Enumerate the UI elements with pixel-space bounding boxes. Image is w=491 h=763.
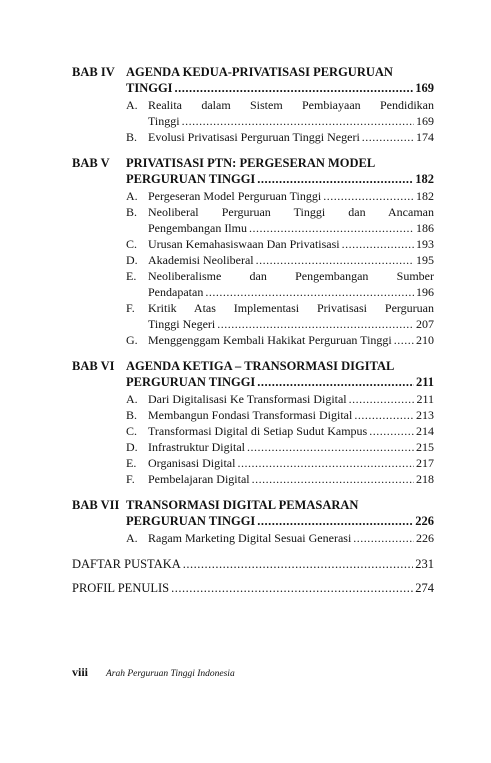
subsection-item xyxy=(126,129,434,145)
subsection-line-page: 213 xyxy=(416,408,434,422)
subsection-line-text: Pergeseran Model Perguruan Tinggi xyxy=(148,189,322,203)
dot-leader xyxy=(369,423,414,439)
chapter-number: BAB VII xyxy=(72,498,120,512)
subsection-item xyxy=(126,252,434,268)
subsection-body xyxy=(148,97,434,129)
subsection-line xyxy=(148,439,434,455)
subsection-line-text: Tinggi Negeri xyxy=(148,317,216,331)
subsection-line-page: 210 xyxy=(416,333,434,347)
subsection-body xyxy=(148,252,434,268)
subsection-line xyxy=(148,188,434,204)
subsection-body xyxy=(148,455,434,471)
subsection-letter: B. xyxy=(126,205,138,219)
dot-leader xyxy=(256,252,414,268)
subsection-line-text: Evolusi Privatisasi Perguruan Tinggi Negeri xyxy=(148,130,360,144)
chapter-title xyxy=(126,64,434,96)
subsection-line-page: 217 xyxy=(416,456,434,470)
dot-leader xyxy=(205,284,414,300)
subsection-line-text: Pendapatan xyxy=(148,285,204,299)
subsection-line-text: Ragam Marketing Digital Sesuai Generasi xyxy=(148,531,352,545)
subsection-line xyxy=(148,236,434,252)
dot-leader xyxy=(362,129,414,145)
subsection-line xyxy=(148,316,434,332)
chapter-title-line: AGENDA KETIGA – TRANSORMASI DIGITAL xyxy=(126,359,395,373)
dot-leader xyxy=(249,220,414,236)
chapter-heading xyxy=(72,358,434,390)
subsection-line-text: Infrastruktur Digital xyxy=(148,440,245,454)
subsection-line-page: 169 xyxy=(416,114,434,128)
dot-leader xyxy=(217,316,414,332)
subsection-line xyxy=(148,284,434,300)
subsection-first-line: Kritik Atas Implementasi Privatisasi Perguruan xyxy=(148,301,434,315)
subsection-item xyxy=(126,530,434,546)
dot-leader xyxy=(183,556,413,572)
subsection-line-page: 226 xyxy=(416,531,434,545)
subsection-letter: A. xyxy=(126,98,138,112)
subsection-line-page: 218 xyxy=(416,472,434,486)
subsection-item xyxy=(126,300,434,332)
chapter-title-line: TRANSORMASI DIGITAL PEMASARAN xyxy=(126,498,359,512)
footer-page-number: viii xyxy=(72,665,89,679)
subsection-list xyxy=(126,188,434,348)
chapter-title xyxy=(126,358,434,390)
toc-extra-text: PROFIL PENULIS xyxy=(72,581,170,595)
subsection-line-page: 196 xyxy=(416,285,434,299)
subsection-body xyxy=(148,530,434,546)
subsection-item xyxy=(126,439,434,455)
subsection-item xyxy=(126,236,434,252)
dot-leader xyxy=(247,439,414,455)
dot-leader xyxy=(349,391,415,407)
chapter-title-line: AGENDA KEDUA-PRIVATISASI PERGURUAN xyxy=(126,65,393,79)
subsection-letter: E. xyxy=(126,269,137,283)
toc-extra-page: 231 xyxy=(415,557,434,571)
subsection-line-text: Menggenggam Kembali Hakikat Perguruan Tinggi xyxy=(148,333,392,347)
subsection-line xyxy=(148,407,434,423)
subsection-item xyxy=(126,423,434,439)
subsection-item xyxy=(126,407,434,423)
subsection-first-line: Neoliberalisme dan Pengembangan Sumber xyxy=(148,269,434,283)
subsection-line xyxy=(148,455,434,471)
subsection-letter: C. xyxy=(126,237,138,251)
subsection-line-text: Organisasi Digital xyxy=(148,456,236,470)
toc-extra xyxy=(72,580,434,596)
footer-book-title: Arah Perguruan Tinggi Indonesia xyxy=(106,669,235,679)
subsection-line-page: 174 xyxy=(416,130,434,144)
dot-leader xyxy=(257,374,414,390)
subsection-item xyxy=(126,332,434,348)
chapter-title-last-text: PERGURUAN TINGGI xyxy=(126,375,256,389)
dot-leader xyxy=(252,471,414,487)
subsection-letter: F. xyxy=(126,472,135,486)
subsection-letter: C. xyxy=(126,424,138,438)
subsection-letter: D. xyxy=(126,440,138,454)
chapter-title-last xyxy=(126,171,434,187)
chapter-number: BAB VI xyxy=(72,359,115,373)
chapter-number: BAB IV xyxy=(72,65,115,79)
dot-leader xyxy=(175,80,414,96)
subsection-body xyxy=(148,236,434,252)
subsection-letter: D. xyxy=(126,253,138,267)
subsection-list xyxy=(126,530,434,546)
toc-extra-entry xyxy=(72,556,434,572)
subsection-item xyxy=(126,391,434,407)
subsection-first-line: Neoliberal Perguruan Tinggi dan Ancaman xyxy=(148,205,434,219)
chapter-title xyxy=(126,497,434,529)
chapter-title xyxy=(126,155,434,187)
dot-leader xyxy=(323,188,414,204)
subsection-line-page: 214 xyxy=(416,424,434,438)
subsection-line-page: 207 xyxy=(416,317,434,331)
subsection-body xyxy=(148,423,434,439)
subsection-item xyxy=(126,268,434,300)
page-footer xyxy=(72,665,235,680)
subsection-line xyxy=(148,530,434,546)
subsection-item xyxy=(126,188,434,204)
dot-leader xyxy=(342,236,414,252)
chapter-section xyxy=(72,64,434,145)
subsection-line-text: Membangun Fondasi Transformasi Digital xyxy=(148,408,353,422)
subsection-line-text: Pengembangan Ilmu xyxy=(148,221,247,235)
subsection-line-page: 193 xyxy=(416,237,434,251)
subsection-body xyxy=(148,188,434,204)
dot-leader xyxy=(354,407,414,423)
chapter-title-line: PRIVATISASI PTN: PERGESERAN MODEL xyxy=(126,156,376,170)
subsection-body xyxy=(148,332,434,348)
chapter-number: BAB V xyxy=(72,156,110,170)
subsection-first-line: Realita dalam Sistem Pembiayaan Pendidikan xyxy=(148,98,434,112)
subsection-letter: F. xyxy=(126,301,135,315)
chapter-title-last xyxy=(126,374,434,390)
subsection-line xyxy=(148,332,434,348)
subsection-line-page: 215 xyxy=(416,440,434,454)
subsection-letter: A. xyxy=(126,531,138,545)
subsection-body xyxy=(148,268,434,300)
subsection-letter: B. xyxy=(126,408,138,422)
chapter-title-last-text: PERGURUAN TINGGI xyxy=(126,514,256,528)
toc-extra xyxy=(72,556,434,572)
toc-extra-entry xyxy=(72,580,434,596)
subsection-line xyxy=(148,220,434,236)
subsection-line xyxy=(148,471,434,487)
subsection-line xyxy=(148,252,434,268)
subsection-item xyxy=(126,471,434,487)
dot-leader xyxy=(257,513,413,529)
chapter-title-last xyxy=(126,513,434,529)
subsection-line xyxy=(148,423,434,439)
subsection-line xyxy=(148,129,434,145)
chapter-heading xyxy=(72,497,434,529)
subsection-body xyxy=(148,471,434,487)
subsection-body xyxy=(148,300,434,332)
subsection-item xyxy=(126,97,434,129)
chapter-title-last-text: PERGURUAN TINGGI xyxy=(126,172,256,186)
subsection-body xyxy=(148,204,434,236)
chapter-title-last-page: 211 xyxy=(415,375,434,389)
subsection-line-page: 182 xyxy=(416,189,434,203)
chapter-title-last-page: 169 xyxy=(415,81,434,95)
subsection-body xyxy=(148,407,434,423)
chapter-heading xyxy=(72,155,434,187)
chapter-section xyxy=(72,358,434,487)
subsection-line-text: Dari Digitalisasi Ke Transformasi Digital xyxy=(148,392,347,406)
chapter-title-last-text: TINGGI xyxy=(126,81,173,95)
dot-leader xyxy=(182,113,414,129)
subsection-list xyxy=(126,97,434,145)
toc-extra-text: DAFTAR PUSTAKA xyxy=(72,557,181,571)
dot-leader xyxy=(171,580,413,596)
subsection-line-page: 211 xyxy=(416,392,434,406)
subsection-line-text: Tinggi xyxy=(148,114,180,128)
subsection-letter: B. xyxy=(126,130,138,144)
subsection-letter: G. xyxy=(126,333,138,347)
chapter-title-last-page: 182 xyxy=(415,172,434,186)
subsection-line-text: Urusan Kemahasiswaan Dan Privatisasi xyxy=(148,237,340,251)
dot-leader xyxy=(353,530,414,546)
subsection-line-text: Pembelajaran Digital xyxy=(148,472,250,486)
subsection-line xyxy=(148,391,434,407)
subsection-line-page: 186 xyxy=(416,221,434,235)
subsection-letter: A. xyxy=(126,189,138,203)
dot-leader xyxy=(394,332,414,348)
subsection-list xyxy=(126,391,434,487)
toc-extra-page: 274 xyxy=(415,581,434,595)
subsection-line xyxy=(148,113,434,129)
dot-leader xyxy=(237,455,414,471)
subsection-item xyxy=(126,455,434,471)
dot-leader xyxy=(257,171,413,187)
chapter-title-last xyxy=(126,80,434,96)
subsection-item xyxy=(126,204,434,236)
subsection-line-page: 195 xyxy=(416,253,434,267)
chapter-section xyxy=(72,497,434,546)
table-of-contents xyxy=(72,64,434,604)
subsection-letter: E. xyxy=(126,456,137,470)
subsection-line-text: Akademisi Neoliberal xyxy=(148,253,254,267)
subsection-line-text: Transformasi Digital di Setiap Sudut Kampus xyxy=(148,424,368,438)
subsection-letter: A. xyxy=(126,392,138,406)
subsection-body xyxy=(148,439,434,455)
chapter-heading xyxy=(72,64,434,96)
chapter-section xyxy=(72,155,434,348)
subsection-body xyxy=(148,129,434,145)
subsection-body xyxy=(148,391,434,407)
chapter-title-last-page: 226 xyxy=(415,514,434,528)
